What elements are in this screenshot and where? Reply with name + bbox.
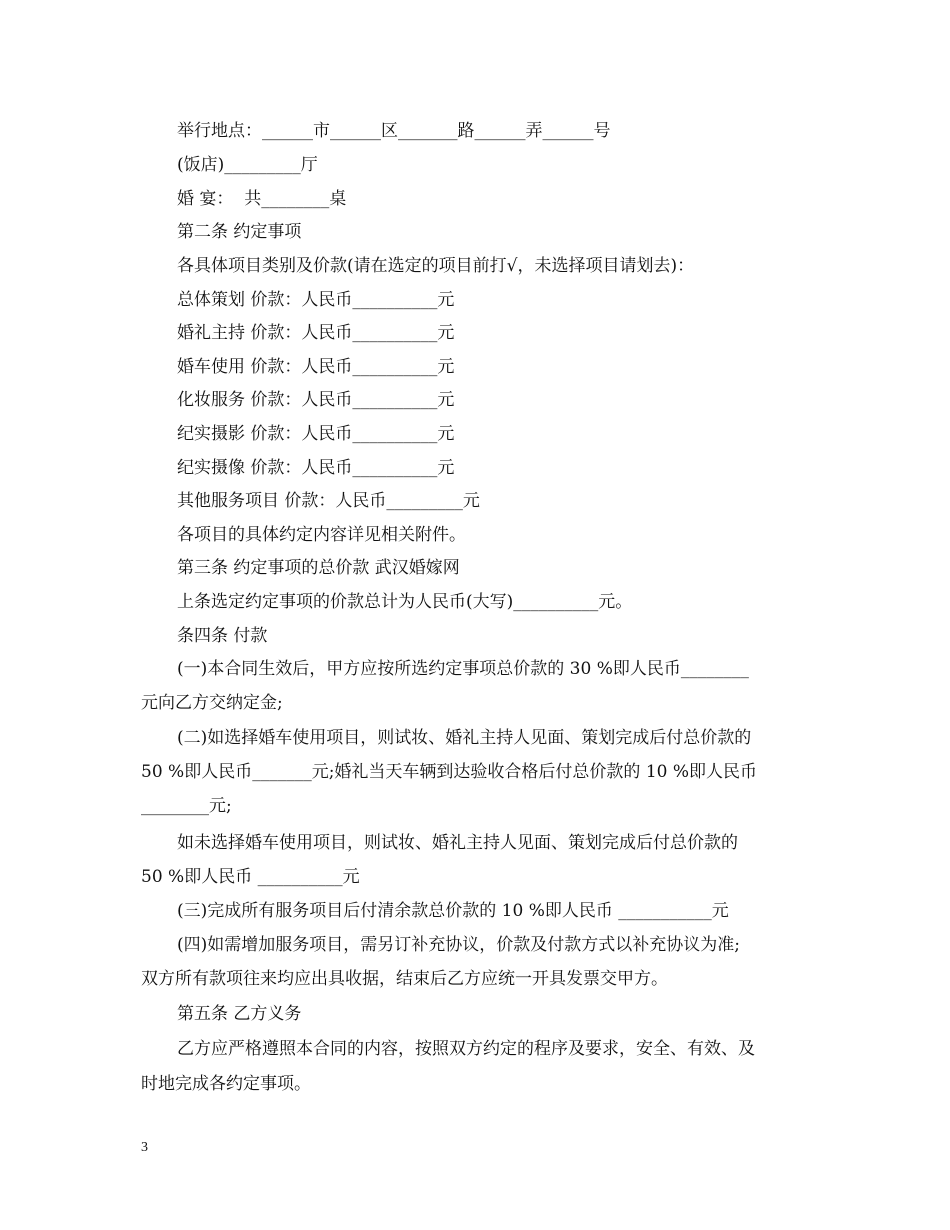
payment-clause-2-cont-2: ________元; [141, 796, 232, 816]
venue-address-line: 举行地点：______市______区_______路______弄______号 [177, 121, 611, 141]
payment-clause-2-cont: 50 %即人民币_______元;婚礼当天车辆到达验收合格后付总价款的 10 %即人民币 [141, 762, 758, 782]
party-b-duty-line-cont: 时地完成各约定事项。 [141, 1074, 311, 1094]
payment-clause-4: (四)如需增加服务项目，需另订补充协议，价款及付款方式以补充协议为准; [177, 935, 740, 955]
item-wedding-car: 婚车使用 价款：人民币__________元 [177, 357, 455, 377]
payment-clause-3: (三)完成所有服务项目后付清余款总价款的 10 %即人民币 ___________元 [177, 901, 729, 921]
payment-no-car-clause: 如未选择婚车使用项目，则试妆、婚礼主持人见面、策划完成后付总价款的 [177, 833, 738, 853]
payment-clause-2: (二)如选择婚车使用项目，则试妆、婚礼主持人见面、策划完成后付总价款的 [177, 728, 752, 748]
article-5-heading: 第五条 乙方义务 [177, 1004, 302, 1024]
party-b-duty-line: 乙方应严格遵照本合同的内容，按照双方约定的程序及要求，安全、有效、及 [177, 1039, 755, 1059]
article-2-heading: 第二条 约定事项 [177, 222, 302, 242]
item-overall-planning: 总体策划 价款：人民币__________元 [177, 290, 455, 310]
total-price-line: 上条选定约定事项的价款总计为人民币(大写)__________元。 [177, 592, 633, 612]
venue-hotel-line: (饭店)_________厅 [177, 155, 318, 175]
attachment-note: 各项目的具体约定内容详见相关附件。 [177, 525, 466, 545]
receipt-invoice-line: 双方所有款项往来均应出具收据，结束后乙方应统一开具发票交甲方。 [141, 969, 668, 989]
item-photography: 纪实摄影 价款：人民币__________元 [177, 424, 455, 444]
article-3-heading: 第三条 约定事项的总价款 武汉婚嫁网 [177, 558, 460, 578]
item-wedding-host: 婚礼主持 价款：人民币__________元 [177, 323, 455, 343]
banquet-tables-line: 婚 宴： 共________桌 [177, 189, 347, 209]
page-number: 3 [141, 1140, 148, 1155]
article-4-heading: 条四条 付款 [177, 626, 268, 646]
item-makeup: 化妆服务 价款：人民币__________元 [177, 390, 455, 410]
item-videography: 纪实摄像 价款：人民币__________元 [177, 458, 455, 478]
item-other-services: 其他服务项目 价款：人民币_________元 [177, 491, 480, 511]
item-categories-intro: 各具体项目类别及价款(请在选定的项目前打√，未选择项目请划去)： [177, 256, 695, 276]
payment-clause-1-cont: 元向乙方交纳定金; [141, 693, 283, 713]
payment-no-car-clause-cont: 50 %即人民币 __________元 [141, 867, 360, 887]
payment-clause-1: (一)本合同生效后，甲方应按所选约定事项总价款的 30 %即人民币________ [177, 659, 749, 679]
